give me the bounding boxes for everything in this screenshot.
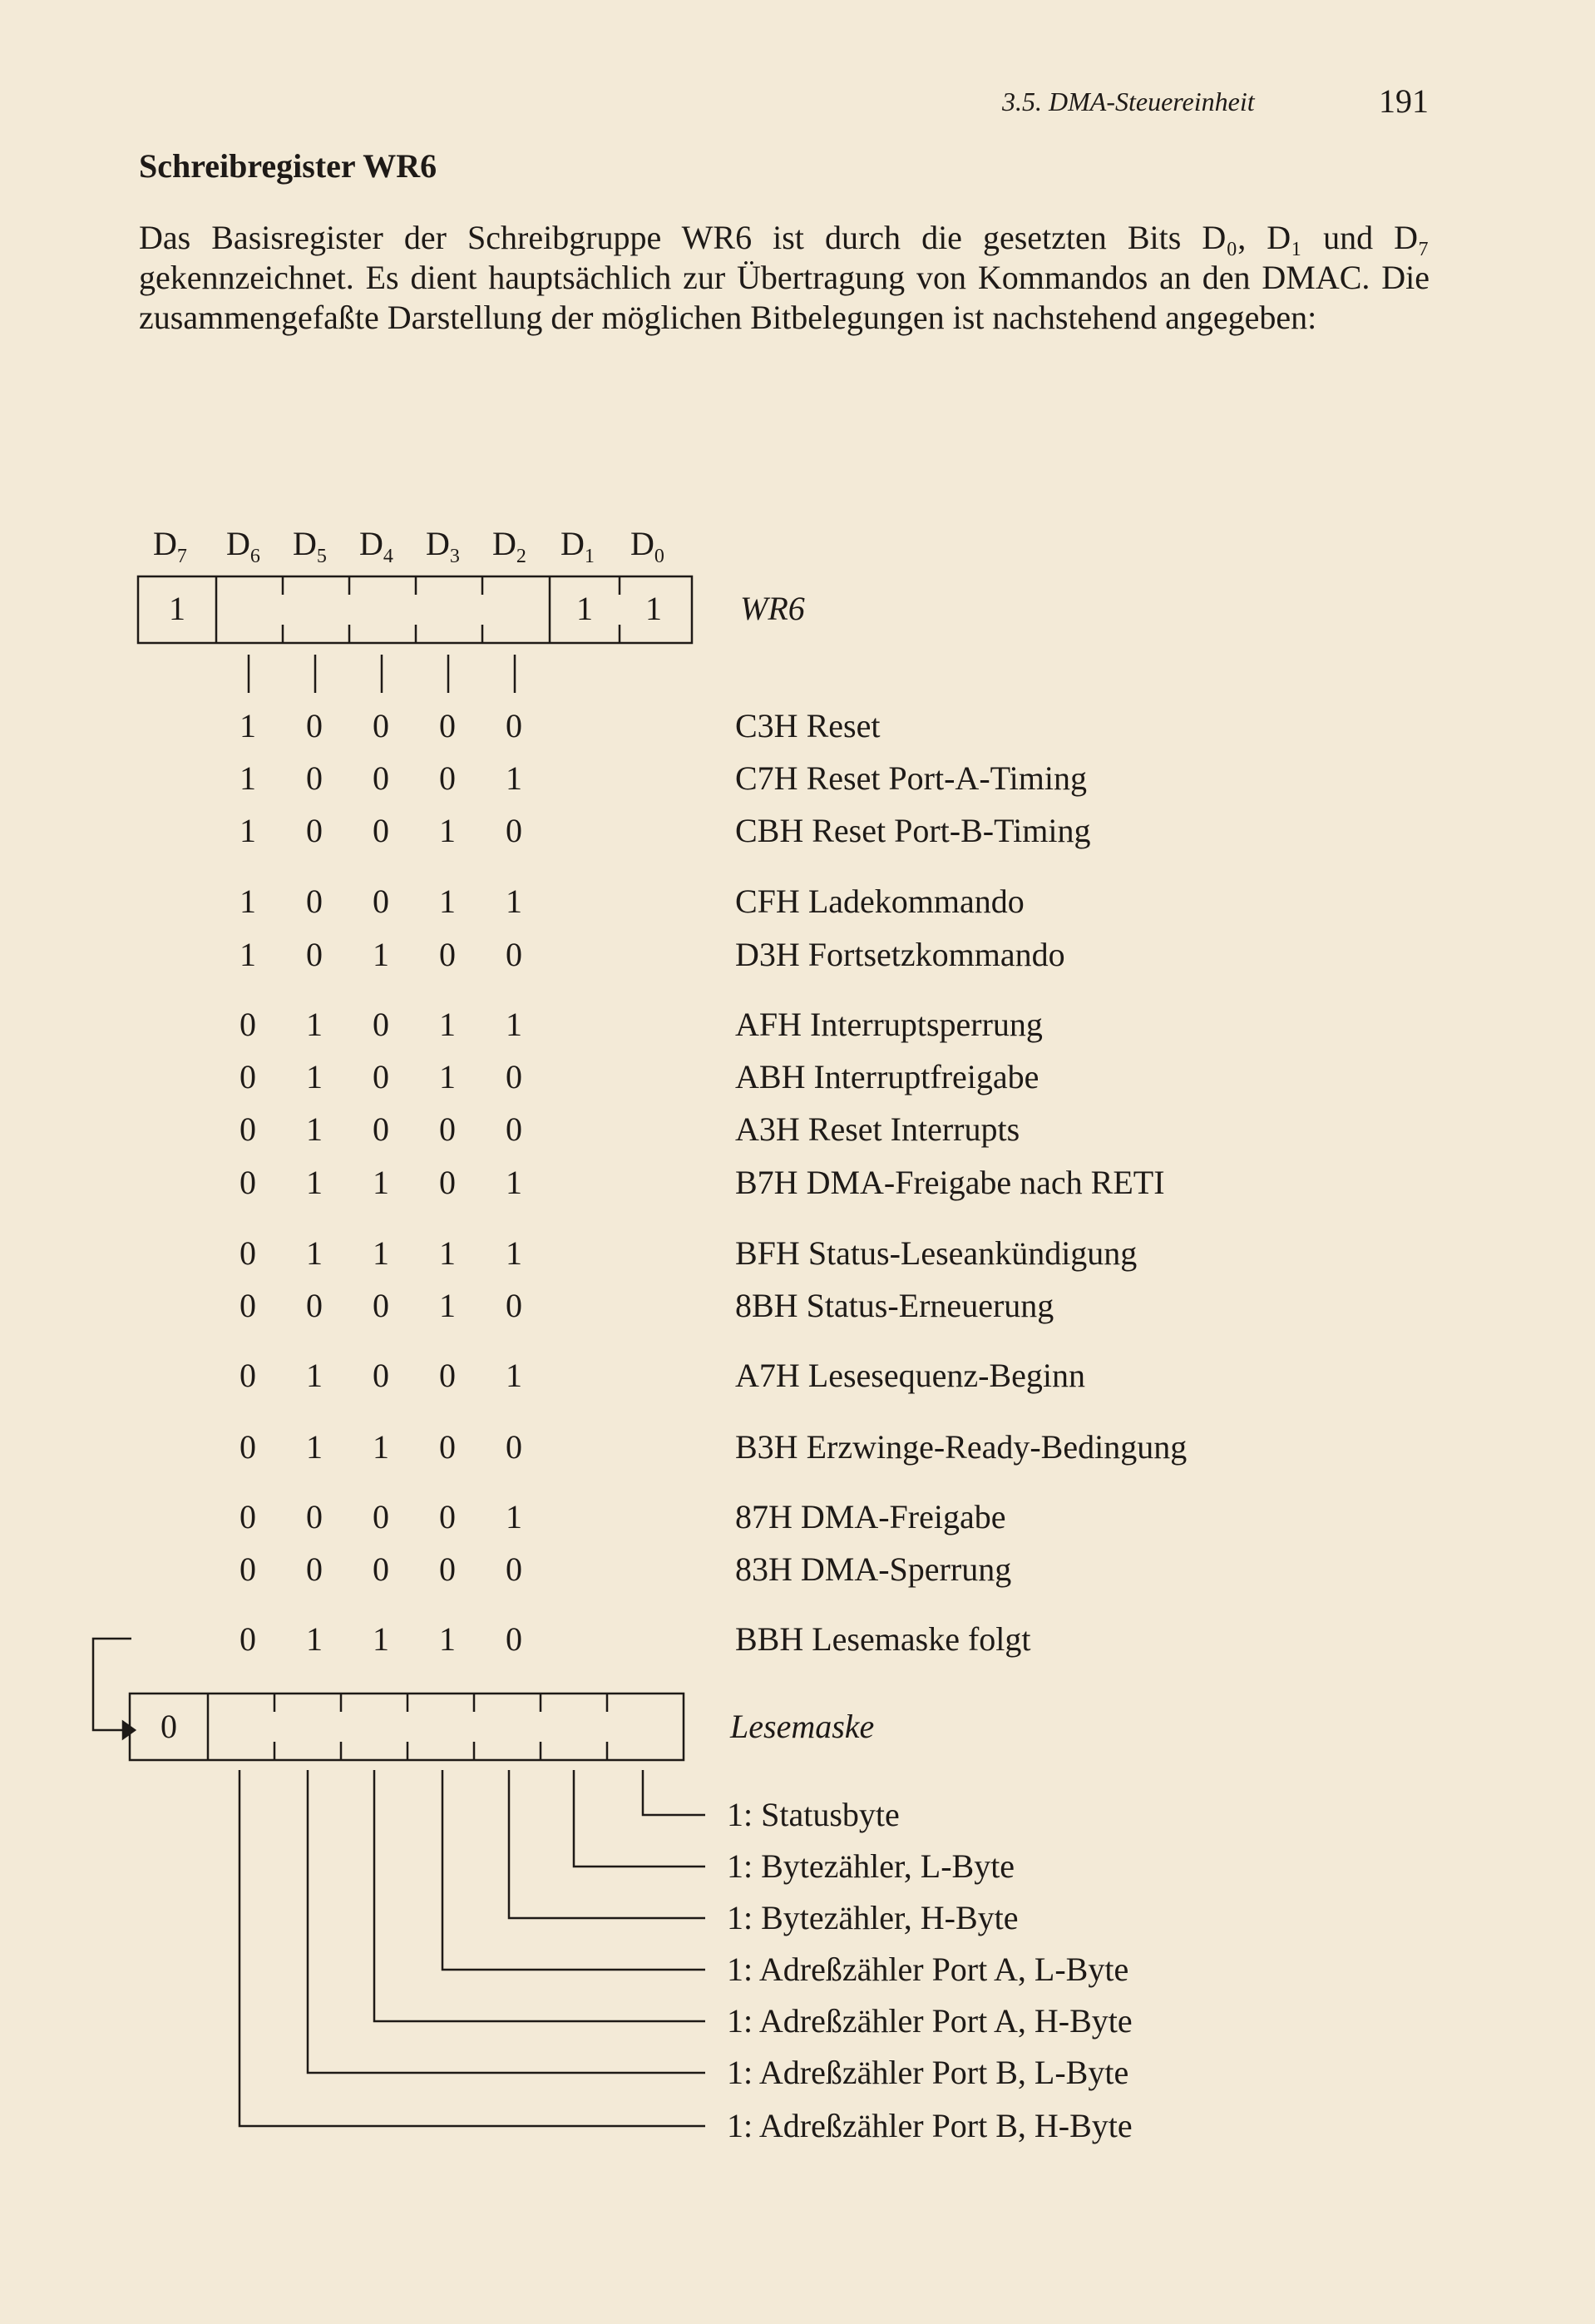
command-label: CFH Ladekommando	[735, 883, 1025, 920]
command-bit: 1	[306, 1620, 323, 1658]
command-bit: 1	[239, 936, 256, 973]
command-bit: 0	[239, 1620, 256, 1658]
command-bit: 1	[506, 1498, 522, 1535]
command-bit: 1	[506, 759, 522, 797]
command-bit: 0	[439, 759, 456, 797]
command-bit: 0	[439, 1164, 456, 1201]
wr6-bit-d0: 1	[645, 590, 662, 627]
command-bit: 1	[306, 1234, 323, 1272]
command-bit: 0	[506, 1110, 522, 1148]
command-bit: 1	[439, 1287, 456, 1324]
command-bit: 0	[239, 1498, 256, 1535]
command-bit: 1	[306, 1058, 323, 1095]
command-bit: 1	[306, 1110, 323, 1148]
command-label: D3H Fortsetzkommando	[735, 936, 1065, 973]
command-bit: 0	[506, 1620, 522, 1658]
command-bit: 0	[306, 812, 323, 849]
bit-label-d4: $D_4$	[359, 525, 393, 567]
command-label: BBH Lesemaske folgt	[735, 1620, 1031, 1658]
command-bit: 0	[439, 936, 456, 973]
command-label: ABH Interruptfreigabe	[735, 1058, 1039, 1095]
command-label: 83H DMA-Sperrung	[735, 1550, 1012, 1588]
command-bit: 0	[506, 1550, 522, 1588]
command-bit: 0	[506, 1428, 522, 1466]
command-bit: 1	[239, 759, 256, 797]
body-paragraph: Das Basisregister der Schreibgruppe WR6 ist durch die gesetzten Bits D₀, D₁ und D₇ gekennzeichnet. Es dient hauptsächlich zur Übertragung von Kommandos an den DMAC. Die zusammengefaßte Darstellung der möglichen Bitbelegungen ist nachstehend angegeben:	[139, 219, 1430, 336]
command-bit: 0	[439, 1428, 456, 1466]
command-bit: 1	[239, 707, 256, 744]
command-label: B7H DMA-Freigabe nach RETI	[735, 1164, 1165, 1201]
command-bit: 0	[439, 1498, 456, 1535]
command-bit: 0	[439, 1357, 456, 1394]
command-bit: 0	[239, 1006, 256, 1043]
command-bit: 0	[306, 936, 323, 973]
bit-label-d3: $D_3$	[426, 525, 460, 567]
command-bit: 0	[373, 1110, 389, 1148]
command-bit: 0	[373, 1498, 389, 1535]
bit-label-d5: $D_5$	[293, 525, 327, 567]
command-bit: 1	[306, 1006, 323, 1043]
bit-label-d2: $D_2$	[492, 525, 526, 567]
command-bit: 0	[373, 707, 389, 744]
command-bit: 0	[373, 883, 389, 920]
read-mask-bit-meaning: 1: Bytezähler, H-Byte	[727, 1899, 1019, 1936]
bit-label-d1: $D_1$	[560, 525, 595, 567]
running-head: 3.5. DMA-Steuereinheit	[1002, 87, 1255, 116]
command-bit: 1	[506, 1234, 522, 1272]
command-bit: 0	[306, 1498, 323, 1535]
command-bit: 1	[239, 812, 256, 849]
command-bit: 0	[373, 1006, 389, 1043]
bit-label-d6: $D_6$	[226, 525, 260, 567]
command-bit: 0	[306, 707, 323, 744]
command-bit: 1	[306, 1357, 323, 1394]
command-bit: 0	[239, 1287, 256, 1324]
read-mask-bit-meaning: 1: Bytezähler, L-Byte	[727, 1847, 1015, 1885]
command-label: C3H Reset	[735, 707, 881, 744]
command-label: A3H Reset Interrupts	[735, 1110, 1020, 1148]
command-bit: 1	[373, 936, 389, 973]
command-bit: 0	[239, 1110, 256, 1148]
command-bit: 1	[439, 1058, 456, 1095]
command-bit: 1	[439, 1006, 456, 1043]
command-bit: 0	[439, 1550, 456, 1588]
wr6-bit-d1: 1	[576, 590, 593, 627]
command-bit: 0	[373, 1550, 389, 1588]
section-title: Schreibregister WR6	[139, 147, 437, 185]
bit-label-d0: $D_0$	[630, 525, 664, 567]
command-bit: 0	[239, 1357, 256, 1394]
command-bit: 1	[439, 1234, 456, 1272]
command-bit: 0	[239, 1428, 256, 1466]
command-bit: 1	[373, 1428, 389, 1466]
read-mask-bit-d7: 0	[160, 1708, 177, 1745]
read-mask-bit-meaning: 1: Adreßzähler Port A, H-Byte	[727, 2002, 1133, 2040]
bit-label-d7: $D_7$	[153, 525, 187, 567]
command-bit: 0	[239, 1234, 256, 1272]
command-bit: 1	[506, 1164, 522, 1201]
read-mask-bit-meaning: 1: Statusbyte	[727, 1796, 900, 1833]
page-number: 191	[1379, 82, 1429, 120]
command-bit: 0	[306, 1287, 323, 1324]
read-mask-bit-meaning: 1: Adreßzähler Port A, L-Byte	[727, 1951, 1129, 1988]
command-bit: 0	[506, 936, 522, 973]
read-mask-bit-meaning: 1: Adreßzähler Port B, L-Byte	[727, 2054, 1129, 2091]
command-bit: 0	[306, 883, 323, 920]
command-bit: 1	[439, 1620, 456, 1658]
command-label: 8BH Status-Erneuerung	[735, 1287, 1054, 1324]
command-bit: 1	[373, 1620, 389, 1658]
command-bit: 0	[373, 1287, 389, 1324]
command-bit: 0	[239, 1550, 256, 1588]
command-bit: 0	[373, 759, 389, 797]
read-mask-name: Lesemaske	[730, 1708, 875, 1745]
command-label: BFH Status-Leseankündigung	[735, 1234, 1138, 1272]
command-bit: 1	[439, 883, 456, 920]
wr6-register-name: WR6	[740, 590, 805, 627]
command-label: A7H Lesesequenz-Beginn	[735, 1357, 1085, 1394]
command-bit: 0	[506, 707, 522, 744]
command-bit: 0	[306, 1550, 323, 1588]
command-bit: 1	[306, 1428, 323, 1466]
command-bit: 0	[506, 812, 522, 849]
command-label: AFH Interruptsperrung	[735, 1006, 1043, 1043]
command-bit: 0	[373, 1058, 389, 1095]
command-bit: 0	[506, 1287, 522, 1324]
command-bit: 0	[239, 1058, 256, 1095]
command-bit: 1	[506, 1357, 522, 1394]
command-bit: 0	[439, 1110, 456, 1148]
command-bit: 0	[373, 1357, 389, 1394]
command-bit: 1	[239, 883, 256, 920]
command-bit: 1	[373, 1164, 389, 1201]
command-bit: 1	[439, 812, 456, 849]
wr6-bit-d7: 1	[169, 590, 185, 627]
command-bit: 1	[306, 1164, 323, 1201]
command-label: CBH Reset Port-B-Timing	[735, 812, 1091, 849]
command-bit: 0	[239, 1164, 256, 1201]
command-bit: 1	[373, 1234, 389, 1272]
command-bit: 1	[506, 1006, 522, 1043]
command-bit: 0	[506, 1058, 522, 1095]
command-bit: 0	[306, 759, 323, 797]
command-bit: 0	[439, 707, 456, 744]
command-label: C7H Reset Port-A-Timing	[735, 759, 1088, 797]
command-bit: 0	[373, 812, 389, 849]
command-label: B3H Erzwinge-Ready-Bedingung	[735, 1428, 1188, 1466]
command-label: 87H DMA-Freigabe	[735, 1498, 1006, 1535]
command-bit: 1	[506, 883, 522, 920]
read-mask-bit-meaning: 1: Adreßzähler Port B, H-Byte	[727, 2107, 1133, 2144]
